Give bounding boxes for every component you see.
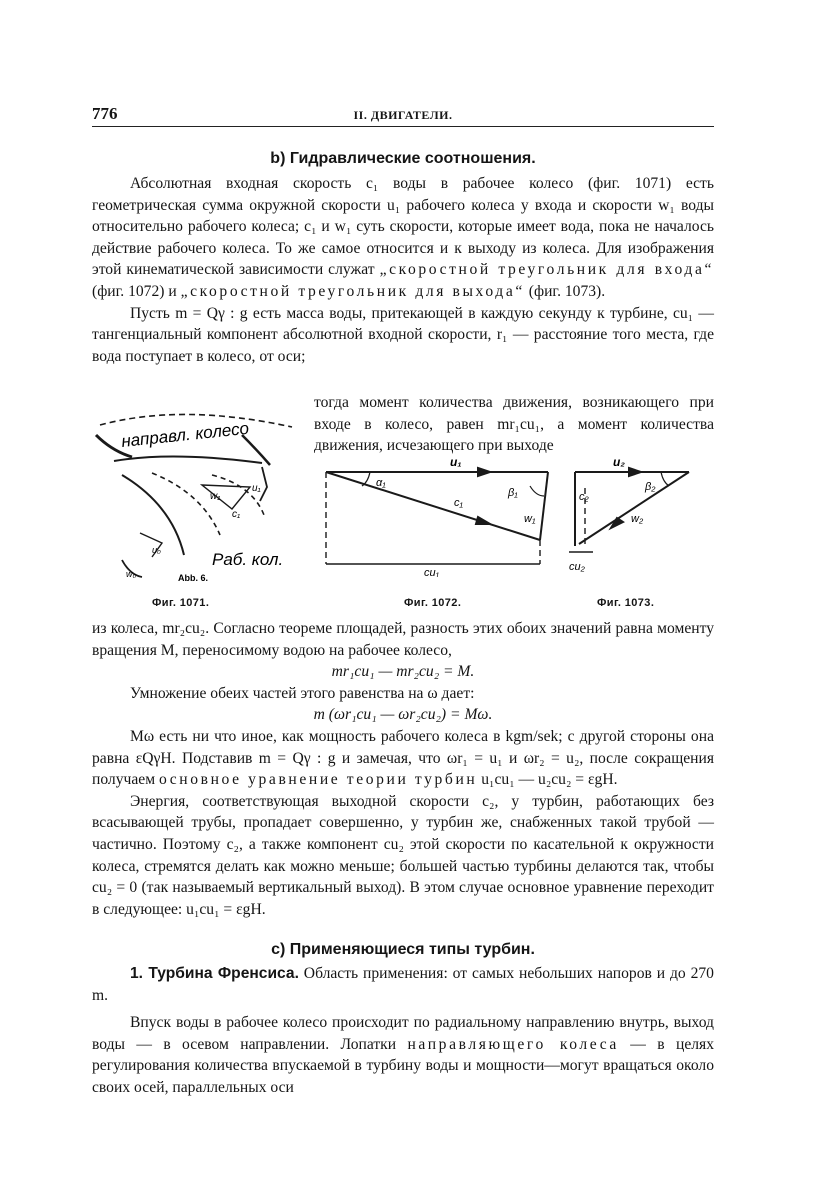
fig1073-u2-label: u₂ (613, 455, 625, 469)
runner-blade-1 (122, 475, 184, 555)
section-c-body (92, 963, 714, 1099)
c1-vector (326, 472, 540, 540)
paragraph-francis-text-a: Впуск воды в рабочее колесо происходит по радиальному направлению внутрь, выход воды — в осевом направлении. Лопатки (92, 1014, 714, 1053)
item-1-lead: 1. Турбина Френсиса. (130, 965, 299, 982)
fig1072-c1-label: c₁ (454, 497, 463, 509)
w1-vector (540, 472, 548, 540)
abb-label: Abb. 6. (178, 573, 209, 583)
formula-2: m (ωr₁cu₁ — ωr₂cu₂) = Mω. (313, 706, 493, 724)
paragraph-5-text-a: Mω есть ни что иное, как мощность рабочего колеса в kgm/sek; с другой стороны она равна εQγH. Подставив m = Qγ : g и замечая, что ωr₁ = u₁ и ωr₂ = u₂, после сокращения получаем (92, 727, 714, 789)
fig1073-c2-label: c₂ (579, 491, 589, 503)
paragraph-4: Умножение обеих частей этого равенства на ω дает: (130, 684, 475, 702)
running-head: II. ДВИГАТЕЛИ. (353, 108, 453, 122)
paragraph-6: Энергия, соответствующая выходной скорости c₂, у турбин, работающих без всасывающей трубы, пропадает совершенно, у турбин же, снабженных такой трубой — частично. Поэтому c₂, а также компонент cu₂ этой скорости по касательной к окружности колеса, стремятся делать как можно меньше; большей частью турбины делаются так, чтобы cu₂ = 0 (так называемый вертикальный выход). В этом случае основное уравнение переходит в следующее: u₁cu₁ = εgH. (92, 792, 714, 918)
section-b-body-top (92, 173, 714, 367)
fig1073-w2-label: w₂ (631, 513, 644, 525)
guide-wheel-label: направл. колесо (120, 418, 250, 451)
c1-label: c₁ (232, 509, 241, 520)
beta2-arc (661, 472, 669, 486)
w1-label: w₁ (210, 491, 221, 502)
formula-1: mr₁cu₁ — mr₂cu₂ = M. (331, 663, 475, 681)
beta-arc (530, 486, 544, 496)
c1-arrowhead (476, 517, 490, 524)
figure-1072 (318, 452, 558, 577)
u1-label: u₁ (252, 483, 261, 494)
item-1-text: Область применения: от самых небольших напоров и до 270 m. (92, 965, 714, 1004)
fig1072-u1-label: u₁ (450, 455, 462, 469)
u1-arrowhead (478, 468, 490, 476)
page-number: 776 (92, 104, 118, 123)
paragraph-3: из колеса, mr₂cu₂. Согласно теореме площадей, разность этих обоих значений равна моменту вращения M, переносимому водою на рабочее колесо, (92, 620, 714, 659)
paragraph-1-text-b: (фиг. 1072) и (92, 282, 181, 300)
u0-label: u₀ (152, 545, 161, 555)
section-b-heading: b) Гидравлические соотношения. (270, 150, 536, 167)
section-c-heading: c) Применяющиеся типы турбин. (271, 941, 535, 958)
paragraph-francis-text-b: — в целях регулирования количества впускаемой в турбину воды и мощности—могут вращаться около своих осей, параллельных оси (92, 1035, 715, 1096)
u2-arrowhead (629, 468, 641, 476)
figure-1073 (565, 452, 715, 577)
paragraph-1-spaced-1: „скоростной треугольник для входа“ (379, 261, 714, 279)
fig1073-cu2-label: cu₂ (569, 561, 585, 573)
paragraph-5-spaced: основное уравнение теории турбин (158, 771, 478, 789)
fig1071-caption: Фиг. 1071. (152, 597, 210, 609)
paragraph-francis-spaced: направляющего колеса (407, 1035, 619, 1053)
paragraph-1-spaced-2: „скоростной треугольник для выхода“ (180, 282, 525, 300)
fig1072-alpha-label: α₁ (376, 477, 386, 489)
paragraph-1-text-c: (фиг. 1073). (524, 282, 606, 300)
paragraph-1-text-a: Абсолютная входная скорость c₁ воды в рабочее колесо (фиг. 1071) есть геометрическая сумма окружной скорости u₁ рабочего колеса у входа и скорости w₁ воды относительно рабочего колеса; c₁ и w₁ суть скорости, которые имеет вода, пока не началось действие рабочего колеса. То же самое относится и к выходу из колеса. Для изображения этой кинематической зависимости служат (92, 175, 714, 279)
fig1072-caption: Фиг. 1072. (404, 597, 462, 609)
section-b-body-bottom (92, 618, 714, 920)
header-rule (92, 126, 714, 127)
fig1072-w1-label: w₁ (524, 513, 536, 525)
guide-ring-line (114, 456, 262, 463)
figure-1071 (92, 405, 307, 595)
fig1073-caption: Фиг. 1073. (597, 597, 655, 609)
fig1072-cu1-label: cu₁ (424, 567, 440, 577)
paragraph-5-text-b: u₁cu₁ — u₂cu₂ = εgH. (477, 771, 618, 789)
paragraph-francis (92, 1012, 714, 1098)
paragraph-2: Пусть m = Qγ : g есть масса воды, притекающей в каждую секунду к турбине, cu₁ — тангенциальный компонент абсолютной входной скорости, r₁ — расстояние того места, где вода поступает в колесо, от оси; (92, 304, 714, 365)
paragraph-5 (92, 726, 714, 791)
item-1 (92, 963, 714, 1006)
w0-label: w₀ (126, 569, 137, 579)
paragraph-1 (92, 173, 714, 303)
fig1073-beta-label: β₂ (645, 481, 656, 493)
paragraph-2-wrap: тогда момент количества движения, возникающего при входе в колесо, равен mr₁cu₁, а момент количества движения, исчезающего при выходе (314, 394, 714, 455)
w2-vector (579, 472, 689, 544)
runner-outlet-edge (260, 467, 267, 501)
fig1072-beta-label: β₁ (508, 487, 518, 499)
runner-blade-dashed (152, 473, 220, 535)
runner-label: Раб. кол. (212, 550, 284, 569)
